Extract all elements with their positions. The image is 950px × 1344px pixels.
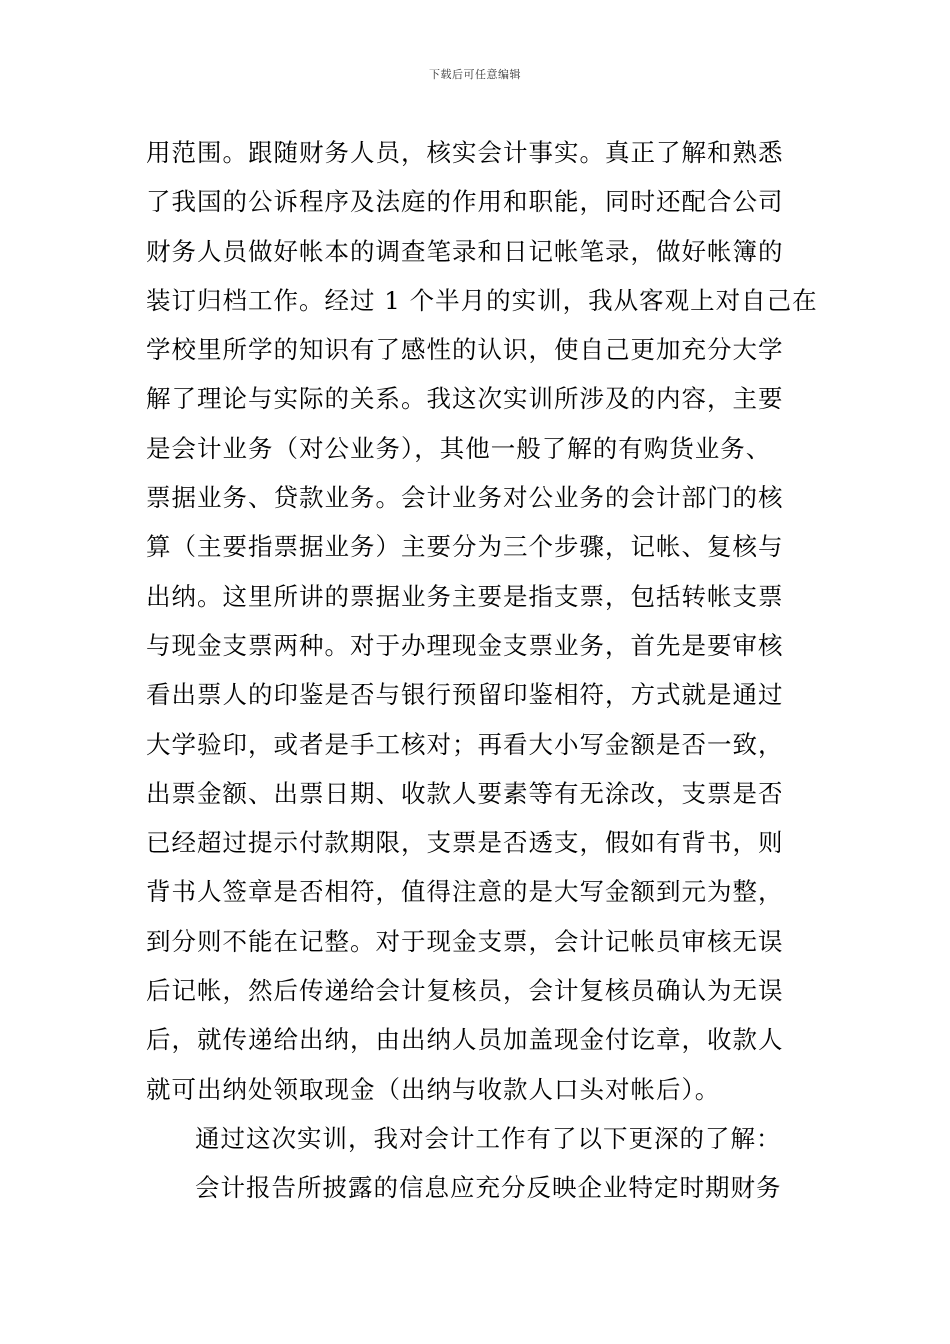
paragraph-line: 解了理论与实际的关系。我这次实训所涉及的内容，主要 — [146, 384, 784, 414]
document-body — [146, 128, 816, 1213]
paragraph-line: 用范围。跟随财务人员，核实会计事实。真正了解和熟悉 — [146, 138, 784, 167]
paragraph-line: 就可出纳处领取现金（出纳与收款人口头对帐后）。 — [146, 1074, 721, 1104]
paragraph-line: 后，就传递给出纳，由出纳人员加盖现金付讫章，收款人 — [146, 1025, 784, 1055]
paragraph-line: 到分则不能在记整。对于现金支票，会计记帐员审核无误 — [146, 926, 784, 956]
paragraph-line: 已经超过提示付款期限，支票是否透支，假如有背书，则 — [146, 828, 784, 858]
paragraph-line: 票据业务、贷款业务。会计业务对公业务的会计部门的核 — [146, 483, 784, 513]
paragraph-line: 看出票人的印鉴是否与银行预留印鉴相符，方式就是通过 — [146, 680, 784, 710]
paragraph-line-indented: 会计报告所披露的信息应充分反映企业特定时期财务 — [195, 1173, 782, 1203]
paragraph-line: 学校里所学的知识有了感性的认识，使自己更加充分大学 — [146, 335, 784, 365]
paragraph-line: 财务人员做好帐本的调查笔录和日记帐笔录，做好帐簿的 — [146, 236, 784, 266]
paragraph-line: 大学验印，或者是手工核对；再看大小写金额是否一致， — [146, 729, 784, 759]
paragraph-line: 背书人签章是否相符，值得注意的是大写金额到元为整， — [146, 877, 784, 907]
paragraph-line: 装订归档工作。经过 1 个半月的实训，我从客观上对自己在 — [146, 285, 818, 315]
paragraph-line: 了我国的公诉程序及法庭的作用和职能，同时还配合公司 — [146, 187, 784, 217]
paragraph-line: 后记帐，然后传递给会计复核员，会计复核员确认为无误 — [146, 976, 784, 1006]
paragraph-line: 是会计业务（对公业务），其他一般了解的有购货业务、 — [146, 433, 772, 463]
page-header-note: 下载后可任意编辑 — [429, 68, 521, 81]
paragraph-line: 算（主要指票据业务）主要分为三个步骤，记帐、复核与 — [146, 532, 784, 562]
paragraph-line-indented: 通过这次实训，我对会计工作有了以下更深的了解： — [195, 1123, 782, 1153]
paragraph-line: 出纳。这里所讲的票据业务主要是指支票，包括转帐支票 — [146, 581, 784, 611]
paragraph-line: 出票金额、出票日期、收款人要素等有无涂改，支票是否 — [146, 778, 784, 808]
paragraph-line: 与现金支票两种。对于办理现金支票业务，首先是要审核 — [146, 630, 784, 660]
